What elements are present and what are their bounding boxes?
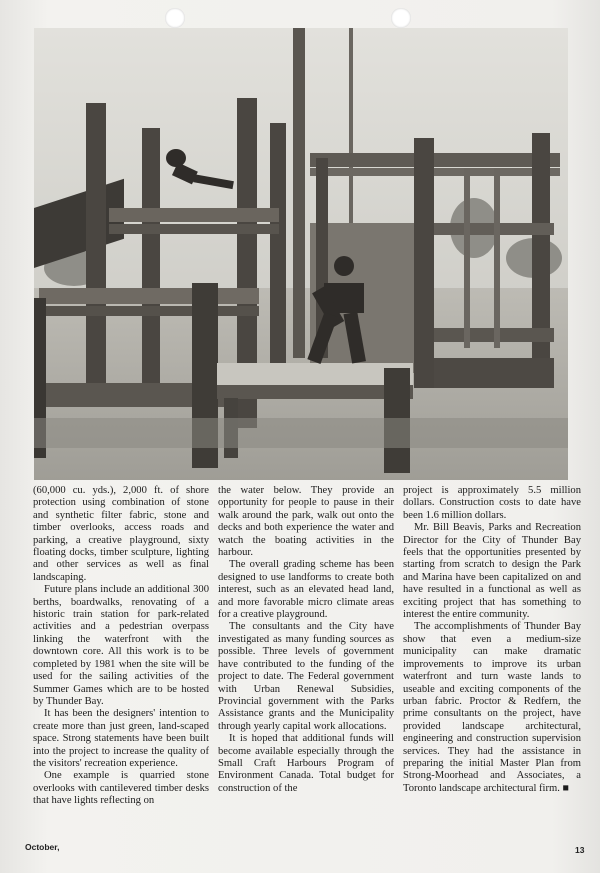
article-column-1 <box>33 485 209 808</box>
paragraph: The accomplishments of Thunder Bay show that even a medium-size municipality can make dramatic improvements to improve its urban waterfront and turn waste lands to useable and exciting components of the urban fabric. Proctor & Redfern, the prime consultants on the project, have provided landscape architectural, engineering and construction supervision services. They had the assistance in preparing the initial Master Plan from Strong-Moorhead and Associates, a Toronto landscape architectural firm. ■ <box>403 621 581 794</box>
footer-month: October, <box>25 842 60 852</box>
playground-illustration <box>34 28 568 480</box>
tall-pole <box>293 28 305 358</box>
paragraph: One example is quarried stone overlooks with cantilevered timber desks that have lights reflecting on <box>33 770 209 807</box>
paragraph: The overall grading scheme has been designed to use landforms to create both interest, such as an elevated head land, and more favorable micro climate areas for a creative playground. <box>218 559 394 621</box>
page-number: 13 <box>575 845 585 855</box>
paragraph: It is hoped that additional funds will become available especially through the Small Craft Harbours Program of Environment Canada. Total budget for construction of the <box>218 733 394 794</box>
article-column-2 <box>218 485 394 795</box>
punch-hole-left <box>165 8 185 28</box>
paragraph: Mr. Bill Beavis, Parks and Recreation Director for the City of Thunder Bay feels that the opportunities presented by starting from scratch to design the Park and Marina have been capitalized on and have resulted in a functional as well as exciting project that has something to interest the entire community. <box>403 522 581 621</box>
paragraph: project is approximately 5.5 million dollars. Construction costs to date have been 1.6 million dollars. <box>403 485 581 521</box>
playground-photo <box>34 28 568 480</box>
paragraph: The consultants and the City have investigated as many funding sources as possible. Three levels of government have contributed to the funding of the project to date. The Federal government with Urban Renewal Subsidies, Provincial government with the Parks Assistance grants and the Municipality through yearly capital work allocations. <box>218 621 394 732</box>
article-column-3 <box>403 485 581 795</box>
paragraph: (60,000 cu. yds.), 2,000 ft. of shore protection using combination of stone and synthetic filter fabric, stone and timber overlooks, access roads and parking, a creative playground, sixty floating docks, timber sculpture, lighting and other services as well as final landscaping. <box>33 485 209 583</box>
ground-shadow <box>34 418 568 448</box>
paragraph: the water below. They provide an opportunity for people to pause in their walk around the park, walk out onto the decks and both experience the water and watch the boating activities in the harbour. <box>218 485 394 559</box>
punch-hole-right <box>391 8 411 28</box>
show-through-text <box>8 500 30 830</box>
paragraph: Future plans include an additional 300 berths, boardwalks, renovating of a historic train station for park-related activities and a pedestrian overpass linking the waterfront with the downtown core. All this work is to be completed by 1981 when the site will be used for the sailing activities of the Summer Games which are to be hosted by Thunder Bay. <box>33 584 209 707</box>
paragraph: It has been the designers' intention to create more than just green, land-scaped space. Strong statements have been built into the project to increase the quality of the visitors' recreation experience. <box>33 708 209 769</box>
